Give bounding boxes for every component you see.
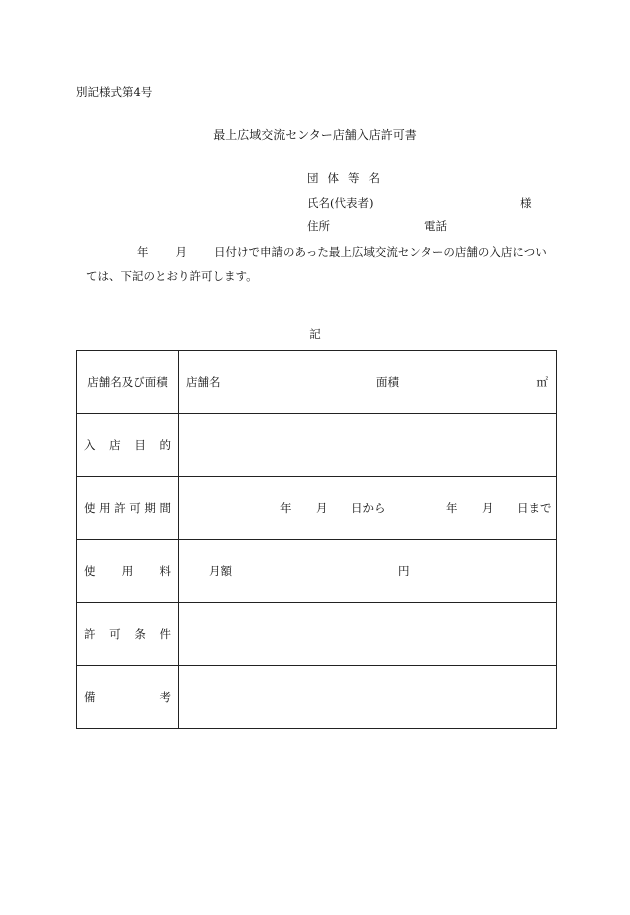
label-cell — [77, 540, 179, 603]
period-start-month: 月 — [316, 501, 328, 515]
area-unit: ㎡ — [536, 375, 548, 389]
label-char: 考 — [159, 690, 171, 704]
label-cell — [77, 666, 179, 729]
label-char: 許 — [84, 627, 96, 641]
permit-table — [76, 350, 557, 729]
table-row — [77, 666, 557, 729]
label-char: 的 — [159, 438, 171, 452]
period-end-year: 年 — [446, 501, 458, 515]
period-end-day: 日まで — [517, 501, 552, 515]
label-char: 許 — [114, 501, 126, 515]
label-char: 使 — [84, 564, 96, 578]
purpose-field[interactable] — [179, 414, 557, 477]
table-row — [77, 477, 557, 540]
body-month: 月 — [175, 245, 187, 259]
label-char: 可 — [129, 501, 141, 515]
area-label: 面積 — [376, 375, 399, 389]
period-start-year: 年 — [280, 501, 292, 515]
address-label: 住所 — [307, 219, 330, 233]
label-char: 件 — [159, 627, 171, 641]
period-field[interactable] — [179, 477, 557, 540]
phone-label: 電話 — [424, 219, 447, 233]
label-char: 期 — [144, 501, 156, 515]
body-text: 日付けで申請のあった最上広域交流センターの店舗の入店につい — [214, 245, 547, 259]
form-number: 別記様式第4号 — [76, 85, 153, 99]
label-char: 間 — [159, 501, 171, 515]
label-cell — [77, 414, 179, 477]
table-row — [77, 414, 557, 477]
representative-name-label: 氏名(代表者) — [307, 196, 374, 210]
label-cell — [77, 351, 179, 414]
body-line-2: ては、下記のとおり許可します。 — [86, 269, 258, 283]
conditions-field[interactable] — [179, 603, 557, 666]
store-area-field[interactable] — [179, 351, 557, 414]
label-char: 目 — [134, 438, 146, 452]
label-char: 用 — [121, 564, 134, 578]
label-cell — [77, 603, 179, 666]
honorific: 様 — [520, 196, 532, 210]
label-cell — [77, 477, 179, 540]
table-row — [77, 351, 557, 414]
ki-heading: 記 — [309, 327, 321, 341]
store-area-label: 店舗名及び面積 — [87, 375, 168, 389]
label-char: 用 — [99, 501, 111, 515]
remarks-label — [84, 689, 171, 705]
purpose-label — [84, 437, 171, 453]
label-char: 使 — [84, 501, 96, 515]
table-row — [77, 603, 557, 666]
document-title: 最上広域交流センター店舗入店許可書 — [213, 128, 417, 142]
fee-field[interactable] — [179, 540, 557, 603]
fee-label — [84, 563, 171, 579]
label-char: 店 — [109, 438, 121, 452]
organization-name-label: 団体等名 — [307, 171, 389, 185]
remarks-field[interactable] — [179, 666, 557, 729]
body-year: 年 — [137, 245, 149, 259]
period-start-day: 日から — [351, 501, 386, 515]
label-char: 可 — [109, 627, 121, 641]
label-char: 備 — [84, 690, 96, 704]
label-char: 入 — [84, 438, 96, 452]
store-name-label: 店舗名 — [186, 375, 221, 389]
body-line-1 — [137, 244, 547, 260]
monthly-label: 月額 — [209, 564, 232, 578]
table-row — [77, 540, 557, 603]
label-char: 条 — [134, 627, 146, 641]
label-char: 料 — [159, 564, 171, 578]
period-end-month: 月 — [482, 501, 494, 515]
yen-label: 円 — [398, 564, 410, 578]
conditions-label — [84, 626, 171, 642]
period-label — [84, 500, 171, 516]
